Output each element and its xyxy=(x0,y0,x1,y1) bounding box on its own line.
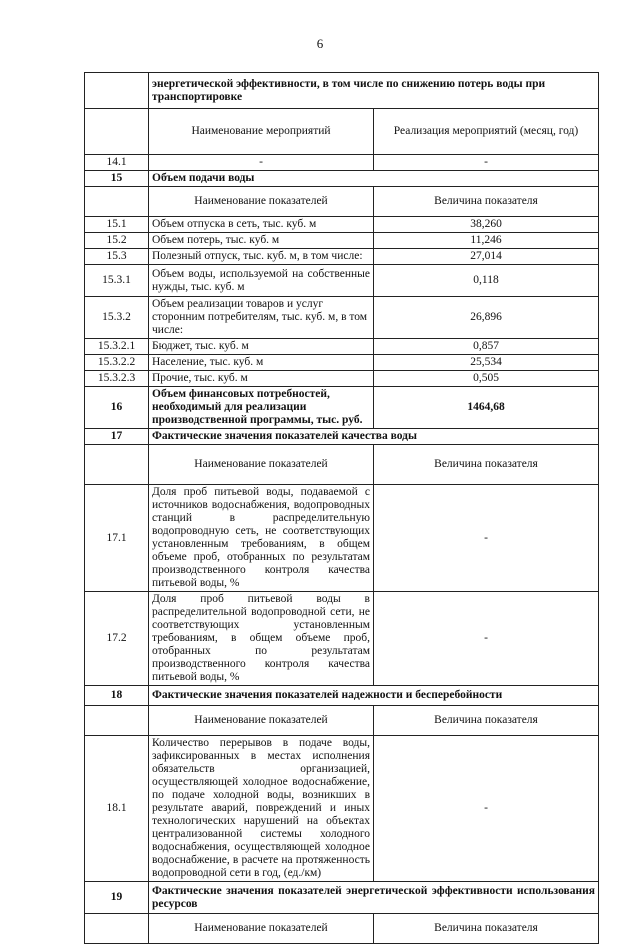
row-number: 15.3.2.2 xyxy=(85,355,149,371)
table-row xyxy=(85,736,599,882)
row-name: Прочие, тыс. куб. м xyxy=(149,371,374,387)
table-row xyxy=(85,355,599,371)
table-row xyxy=(85,249,599,265)
row-value: 38,260 xyxy=(374,217,599,233)
empty-cell xyxy=(85,445,149,485)
section-title: Фактические значения показателей качества воды xyxy=(149,429,599,445)
section-number: 16 xyxy=(85,387,149,429)
table-row xyxy=(85,233,599,249)
table-row xyxy=(85,339,599,355)
section-number: 15 xyxy=(85,171,149,187)
indicators-header-value: Величина показателя xyxy=(374,914,599,944)
row-number: 15.3.2 xyxy=(85,297,149,339)
section-title: Объем финансовых потребностей, необходимый для реализации производственной программы, тыс. руб. xyxy=(149,387,374,429)
section-row xyxy=(85,429,599,445)
table-row xyxy=(85,217,599,233)
indicators-header-name: Наименование показателей xyxy=(149,445,374,485)
row-number: 17.1 xyxy=(85,485,149,592)
row-name: Население, тыс. куб. м xyxy=(149,355,374,371)
section-title: Объем подачи воды xyxy=(149,171,599,187)
row-number: 15.2 xyxy=(85,233,149,249)
row-value: - xyxy=(374,592,599,686)
table-row xyxy=(85,297,599,339)
row-number: 15.3 xyxy=(85,249,149,265)
empty-cell xyxy=(85,706,149,736)
row-value: 27,014 xyxy=(374,249,599,265)
indicators-header-value: Величина показателя xyxy=(374,706,599,736)
row-name: Полезный отпуск, тыс. куб. м, в том числе: xyxy=(149,249,374,265)
row-name: Количество перерывов в подаче воды, зафиксированных в местах исполнения обязательств организацией, осуществляющей холодное водоснабжение, по подаче холодной воды, возникших в результате аварий, повреждений и иных технологических нарушений на объектах централизованной системы холодного водоснабжения, осуществляющей холодное водоснабжение, в расчете на протяженность водопроводной сети в год, (ед./км) xyxy=(149,736,374,882)
section-number: 19 xyxy=(85,882,149,914)
row-name: Бюджет, тыс. куб. м xyxy=(149,339,374,355)
indicators-header-name: Наименование показателей xyxy=(149,914,374,944)
empty-cell xyxy=(85,187,149,217)
table-row xyxy=(85,371,599,387)
row-number: 18.1 xyxy=(85,736,149,882)
indicators-header-value: Величина показателя xyxy=(374,187,599,217)
table-header-row xyxy=(85,914,599,944)
section-row xyxy=(85,171,599,187)
empty-cell xyxy=(85,914,149,944)
indicators-header-name: Наименование показателей xyxy=(149,706,374,736)
row-value: - xyxy=(374,155,599,171)
section-row xyxy=(85,882,599,914)
row-number: 15.3.2.1 xyxy=(85,339,149,355)
row-value: 11,246 xyxy=(374,233,599,249)
row-value: 25,534 xyxy=(374,355,599,371)
table-row xyxy=(85,155,599,171)
row-value: 0,505 xyxy=(374,371,599,387)
section-value: 1464,68 xyxy=(374,387,599,429)
row-number: 15.3.1 xyxy=(85,265,149,297)
table-header-row xyxy=(85,109,599,155)
empty-cell xyxy=(85,73,149,109)
table-row xyxy=(85,73,599,109)
section-number: 17 xyxy=(85,429,149,445)
table-row xyxy=(85,592,599,686)
row-name: Объем потерь, тыс. куб. м xyxy=(149,233,374,249)
row-number: 15.1 xyxy=(85,217,149,233)
section-row xyxy=(85,387,599,429)
row-value: 0,857 xyxy=(374,339,599,355)
row-name: Доля проб питьевой воды в распределительной водопроводной сети, не соответствующих установленным требованиям, в общем объеме проб, отобранных по результатам производственного контроля качества питьевой воды, % xyxy=(149,592,374,686)
row-value: 0,118 xyxy=(374,265,599,297)
program-table xyxy=(84,72,599,944)
section-row xyxy=(85,686,599,706)
section-title: Фактические значения показателей энергетической эффективности использования ресурсов xyxy=(149,882,599,914)
section-title: Фактические значения показателей надежности и бесперебойности xyxy=(149,686,599,706)
table-row xyxy=(85,485,599,592)
table-header-row xyxy=(85,187,599,217)
row-value: - xyxy=(374,736,599,882)
row-number: 17.2 xyxy=(85,592,149,686)
table-header-row xyxy=(85,445,599,485)
indicators-header-name: Наименование показателей xyxy=(149,187,374,217)
row-name: Объем отпуска в сеть, тыс. куб. м xyxy=(149,217,374,233)
measures-header-value: Реализация мероприятий (месяц, год) xyxy=(374,109,599,155)
section-number: 18 xyxy=(85,686,149,706)
row-name: Доля проб питьевой воды, подаваемой с источников водоснабжения, водопроводных станций в распределительную водопроводную сеть, не соответствующих установленным требованиям, в общем объеме проб, отобранных по результатам производственного контроля качества питьевой воды, % xyxy=(149,485,374,592)
table-header-row xyxy=(85,706,599,736)
page-number: 6 xyxy=(316,36,324,51)
empty-cell xyxy=(85,109,149,155)
section-continuation-title: энергетической эффективности, в том числе по снижению потерь воды при транспортировке xyxy=(149,73,599,109)
table-row xyxy=(85,265,599,297)
measures-header-name: Наименование мероприятий xyxy=(149,109,374,155)
row-value: - xyxy=(374,485,599,592)
row-number: 15.3.2.3 xyxy=(85,371,149,387)
row-name: Объем воды, используемой на собственные нужды, тыс. куб. м xyxy=(149,265,374,297)
row-name: Объем реализации товаров и услуг сторонним потребителям, тыс. куб. м, в том числе: xyxy=(149,297,374,339)
row-name: - xyxy=(149,155,374,171)
row-value: 26,896 xyxy=(374,297,599,339)
indicators-header-value: Величина показателя xyxy=(374,445,599,485)
row-number: 14.1 xyxy=(85,155,149,171)
